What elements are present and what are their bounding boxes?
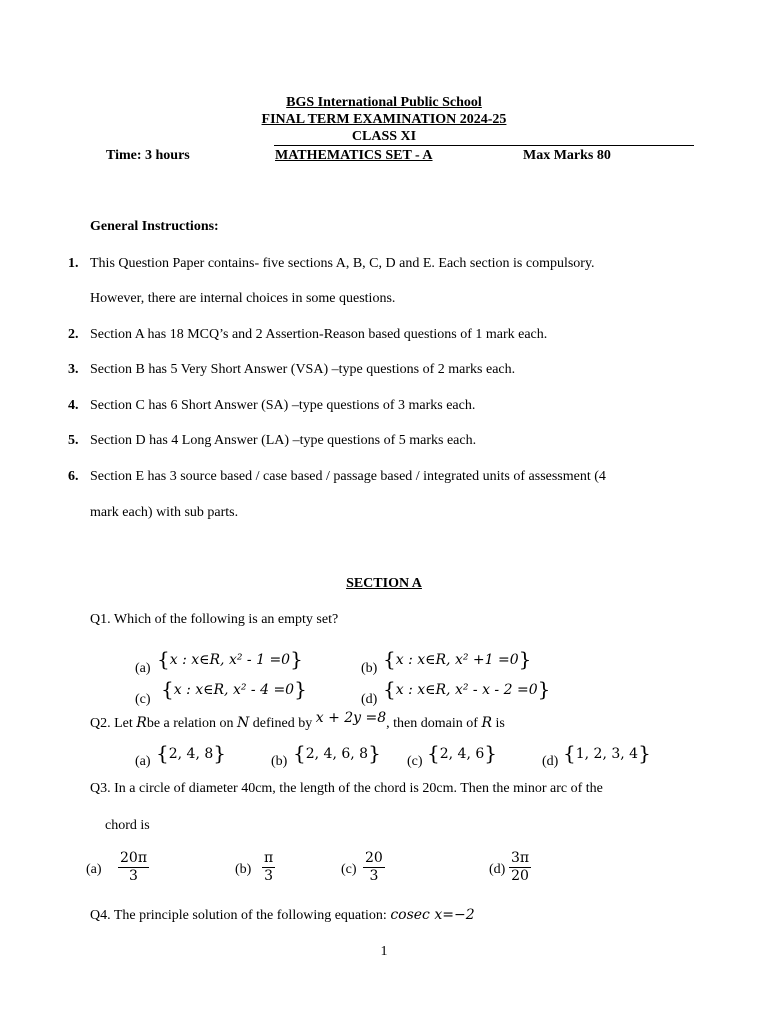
q2-suffix: is [495,716,505,731]
q2-option-d-set: {1, 2, 3, 4} [563,741,651,765]
q1-option-c-label: (c) [135,692,151,707]
question-1-text: Q1. Which of the following is an empty set? [90,612,339,627]
q3-option-a-fraction [118,850,149,885]
q3-option-d-denominator: 20 [511,868,529,884]
q2-option-c-label: (c) [407,754,423,769]
q2-mid2: defined by [252,716,313,731]
q1-option-d-expr: x : x∈R, x² - x - 2 =0 [395,682,538,698]
question-2-text [90,710,505,732]
instruction-number: 4. [68,398,79,413]
instruction-text-cont: mark each) with sub parts. [90,505,239,520]
q3-option-b-numerator: π [264,850,274,866]
q2-var-r2: R [481,715,492,731]
instruction-text: Section C has 6 Short Answer (SA) –type questions of 3 marks each. [90,398,476,413]
q2-option-a-set: {2, 4, 8} [156,741,226,765]
q1-option-b-expr: x : x∈R, x² +1 =0 [395,652,519,668]
q3-option-d-label: (d) [489,862,506,877]
instruction-number: 2. [68,327,79,342]
q1-option-a-label: (a) [135,661,151,676]
q3-option-a-label: (a) [86,862,102,877]
q3-option-a-denominator: 3 [129,868,138,884]
header-rule [274,145,694,146]
question-3-text-cont: chord is [105,818,150,833]
q3-option-b-denominator: 3 [264,868,274,884]
q2-option-d-expr: 1, 2, 3, 4 [575,746,639,762]
q3-option-c-fraction [363,850,385,885]
q2-option-b-set: {2, 4, 6, 8} [293,741,381,765]
instruction-number: 1. [68,256,79,271]
q2-mid1: be a relation on [146,716,234,731]
instruction-text: This Question Paper contains- five sections A, B, C, D and E. Each section is compulsory. [90,256,595,271]
q3-option-d-numerator: 3π [511,850,530,866]
instruction-text-cont: However, there are internal choices in some questions. [90,291,396,306]
page-number: 1 [380,944,388,959]
max-marks-label: Max Marks 80 [523,148,611,163]
q1-option-d-label: (d) [361,692,378,707]
q2-option-a-expr: 2, 4, 8 [168,746,214,762]
q2-var-n: N [237,715,250,731]
time-label: Time: 3 hours [106,148,190,163]
q3-option-d-fraction [509,850,531,885]
subject-label: MATHEMATICS SET - A [275,148,433,163]
exam-title: FINAL TERM EXAMINATION 2024-25 [261,112,507,127]
q3-option-c-label: (c) [341,862,357,877]
q1-option-b-set: {x : x∈R, x² +1 =0} [383,647,532,671]
q3-option-c-numerator: 20 [365,850,383,866]
q1-option-d-set: {x : x∈R, x² - x - 2 =0} [383,677,551,701]
q2-prefix: Q2. Let [90,716,133,731]
q3-option-a-numerator: 20π [120,850,148,866]
q2-option-a-label: (a) [135,754,151,769]
q2-option-c-set: {2, 4, 6} [427,741,497,765]
q1-option-a-set: {x : x∈R, x² - 1 =0} [157,647,303,671]
q2-equation: x + 2y =8 [315,710,387,726]
instruction-number: 6. [68,469,79,484]
q4-text: Q4. The principle solution of the following equation: [90,908,387,923]
q3-option-b-fraction [262,850,275,885]
q1-option-a-expr: x : x∈R, x² - 1 =0 [169,652,291,668]
q2-option-b-label: (b) [271,754,288,769]
instruction-number: 5. [68,433,79,448]
instruction-text: Section B has 5 Very Short Answer (VSA) –type questions of 2 marks each. [90,362,516,377]
question-3-text: Q3. In a circle of diameter 40cm, the length of the chord is 20cm. Then the minor arc of the [90,781,603,796]
question-4-text [90,907,475,924]
q2-option-d-label: (d) [542,754,559,769]
q4-equation: cosec x=−2 [390,907,475,923]
instruction-text: Section D has 4 Long Answer (LA) –type questions of 5 marks each. [90,433,477,448]
q1-option-c-expr: x : x∈R, x² - 4 =0 [173,682,295,698]
q3-option-b-label: (b) [235,862,252,877]
q2-var-r: R [136,715,147,731]
school-name: BGS International Public School [286,95,482,110]
q2-mid3: , then domain of [386,716,478,731]
instruction-text: Section E has 3 source based / case based / passage based / integrated units of assessment (4 [90,469,606,484]
instruction-number: 3. [68,362,79,377]
q1-option-b-label: (b) [361,661,378,676]
q3-option-c-denominator: 3 [369,868,379,884]
section-a-title: SECTION A [346,576,422,591]
class-label: CLASS XI [351,129,417,144]
instruction-text: Section A has 18 MCQ’s and 2 Assertion-Reason based questions of 1 mark each. [90,327,548,342]
q2-option-c-expr: 2, 4, 6 [439,746,485,762]
q2-option-b-expr: 2, 4, 6, 8 [305,746,369,762]
instructions-heading: General Instructions: [90,219,219,234]
q1-option-c-set: {x : x∈R, x² - 4 =0} [161,677,307,701]
